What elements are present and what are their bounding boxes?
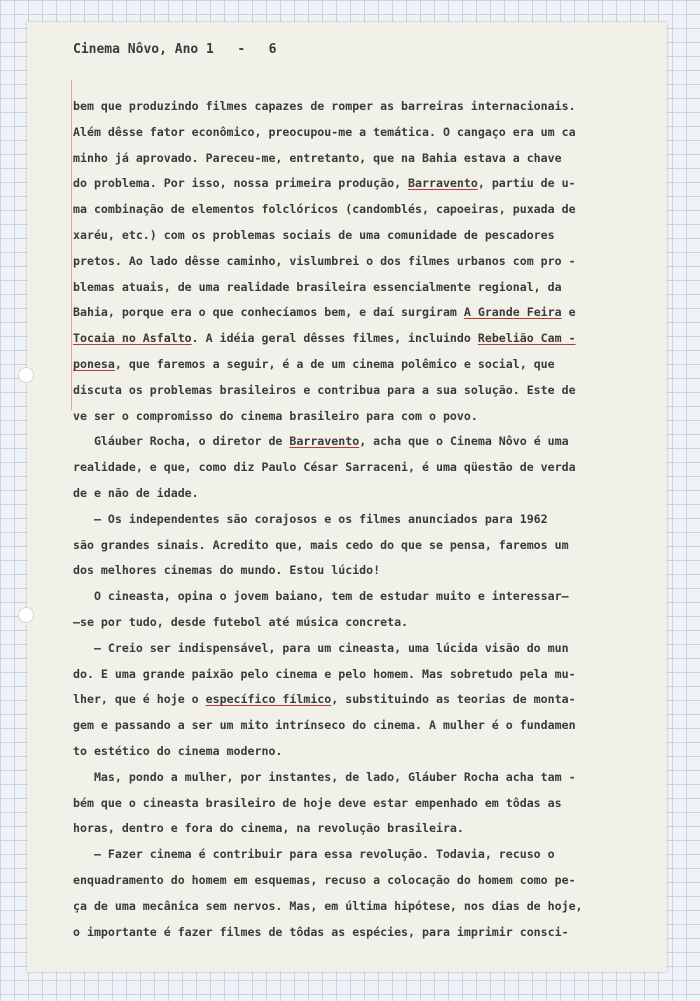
text-line: [73, 584, 663, 610]
text-line: [73, 455, 663, 481]
text-line: [73, 429, 663, 455]
text-line: [73, 197, 663, 223]
text-line: [73, 507, 663, 533]
text-segment: xaréu, etc.) com os problemas sociais de uma comunidade de pescadores: [73, 227, 555, 242]
text-segment: O cineasta, opina o jovem baiano, tem de estudar muito e interessar—: [73, 589, 569, 604]
text-segment: ve ser o compromisso do cinema brasileiro para com o povo.: [73, 408, 478, 423]
text-segment: bém que o cineasta brasileiro de hoje deve estar empenhado em tôdas as: [73, 795, 562, 810]
text-segment: de e não de idade.: [73, 485, 199, 500]
text-line: [73, 275, 663, 301]
underlined-title: Barravento: [289, 434, 360, 449]
text-segment: — Fazer cinema é contribuir para essa revolução. Todavia, recuso o: [73, 847, 555, 862]
text-segment: do problema. Por isso, nossa primeira produção,: [73, 176, 409, 191]
text-segment: Além dêsse fator econômico, preocupou-me a temática. O cangaço era um ca: [73, 124, 576, 139]
text-segment: to estético do cinema moderno.: [73, 743, 283, 758]
text-line: [73, 120, 663, 146]
text-line: [73, 765, 663, 791]
text-segment: horas, dentro e fora do cinema, na revolução brasileira.: [73, 821, 464, 836]
text-line: [73, 171, 663, 197]
text-segment: — Os independentes são corajosos e os filmes anunciados para 1962: [73, 511, 548, 526]
text-line: [73, 558, 663, 584]
punch-hole-upper: [18, 367, 34, 383]
text-line: [73, 326, 663, 352]
typewritten-page: [27, 22, 667, 972]
text-segment: —se por tudo, desde futebol até música concreta.: [73, 614, 409, 629]
text-segment: , acha que o Cinema Nôvo é uma: [359, 434, 569, 449]
text-line: [73, 739, 663, 765]
text-segment: — Creio ser indispensável, para um cineasta, uma lúcida visão do mun: [73, 640, 569, 655]
underlined-title: específico fílmico: [205, 692, 332, 707]
text-line: [73, 842, 663, 868]
text-line: [73, 868, 663, 894]
text-segment: ma combinação de elementos folclóricos (candomblés, capoeiras, puxada de: [73, 202, 576, 217]
text-segment: , partiu de u-: [477, 176, 576, 191]
text-line: [73, 687, 663, 713]
text-line: [73, 300, 663, 326]
red-margin-line: [71, 80, 72, 410]
text-segment: Gláuber Rocha, o diretor de: [73, 434, 290, 449]
text-segment: enquadramento do homem em esquemas, recuso a colocação do homem como pe-: [73, 872, 576, 887]
text-line: [73, 223, 663, 249]
text-segment: minho já aprovado. Pareceu-me, entretanto, que na Bahia estava a chave: [73, 150, 562, 165]
text-line: [73, 352, 663, 378]
text-line: [73, 481, 663, 507]
underlined-title: Rebelião Cam -: [477, 331, 576, 346]
text-segment: dos melhores cinemas do mundo. Estou lúcido!: [73, 563, 381, 578]
text-line: [73, 378, 663, 404]
text-segment: são grandes sinais. Acredito que, mais cedo do que se pensa, faremos um: [73, 537, 569, 552]
text-segment: pretos. Ao lado dêsse caminho, vislumbrei o dos filmes urbanos com pro -: [73, 253, 576, 268]
text-line: [73, 894, 663, 920]
text-segment: Mas, pondo a mulher, por instantes, de lado, Gláuber Rocha acha tam -: [73, 769, 576, 784]
body-text: [73, 94, 663, 945]
text-segment: bem que produzindo filmes capazes de romper as barreiras internacionais.: [73, 99, 576, 113]
text-line: [73, 816, 663, 842]
text-line: [73, 404, 663, 430]
text-line: [73, 146, 663, 172]
text-segment: lher, que é hoje o: [73, 692, 206, 707]
text-line: [73, 249, 663, 275]
page-header: Cinema Nôvo, Ano 1 - 6: [73, 42, 277, 57]
text-line: [73, 920, 663, 946]
text-segment: e: [561, 305, 576, 320]
punch-hole-lower: [18, 607, 34, 623]
text-segment: , substituindo as teorias de monta-: [331, 692, 576, 707]
text-line: [73, 533, 663, 559]
text-segment: , que faremos a seguir, é a de um cinema polêmico e social, que: [114, 356, 555, 371]
text-segment: ça de uma mecânica sem nervos. Mas, em última hipótese, nos dias de hoje,: [73, 898, 583, 913]
text-segment: discuta os problemas brasileiros e contribua para a sua solução. Este de: [73, 382, 576, 397]
text-segment: . A idéia geral dêsses filmes, incluindo: [191, 331, 478, 346]
text-segment: gem e passando a ser um mito intrínseco do cinema. A mulher é o fundamen: [73, 718, 576, 733]
text-segment: blemas atuais, de uma realidade brasileira essencialmente regional, da: [73, 279, 562, 294]
underlined-title: Barravento: [408, 176, 478, 191]
text-line: [73, 636, 663, 662]
text-line: [73, 610, 663, 636]
text-line: [73, 94, 663, 120]
underlined-title: Tocaia no Asfalto: [73, 331, 192, 346]
text-line: [73, 713, 663, 739]
text-line: [73, 791, 663, 817]
text-segment: realidade, e que, como diz Paulo César Sarraceni, é uma qüestão de verda: [73, 460, 576, 475]
underlined-title: ponesa: [73, 356, 115, 371]
text-line: [73, 662, 663, 688]
text-segment: do. E uma grande paixão pelo cinema e pelo homem. Mas sobretudo pela mu-: [73, 666, 576, 681]
text-segment: Bahia, porque era o que conhecíamos bem, e daí surgiram: [73, 305, 464, 320]
text-segment: o importante é fazer filmes de tôdas as espécies, para imprimir consci-: [73, 924, 569, 939]
underlined-title: A Grande Feira: [463, 305, 562, 320]
